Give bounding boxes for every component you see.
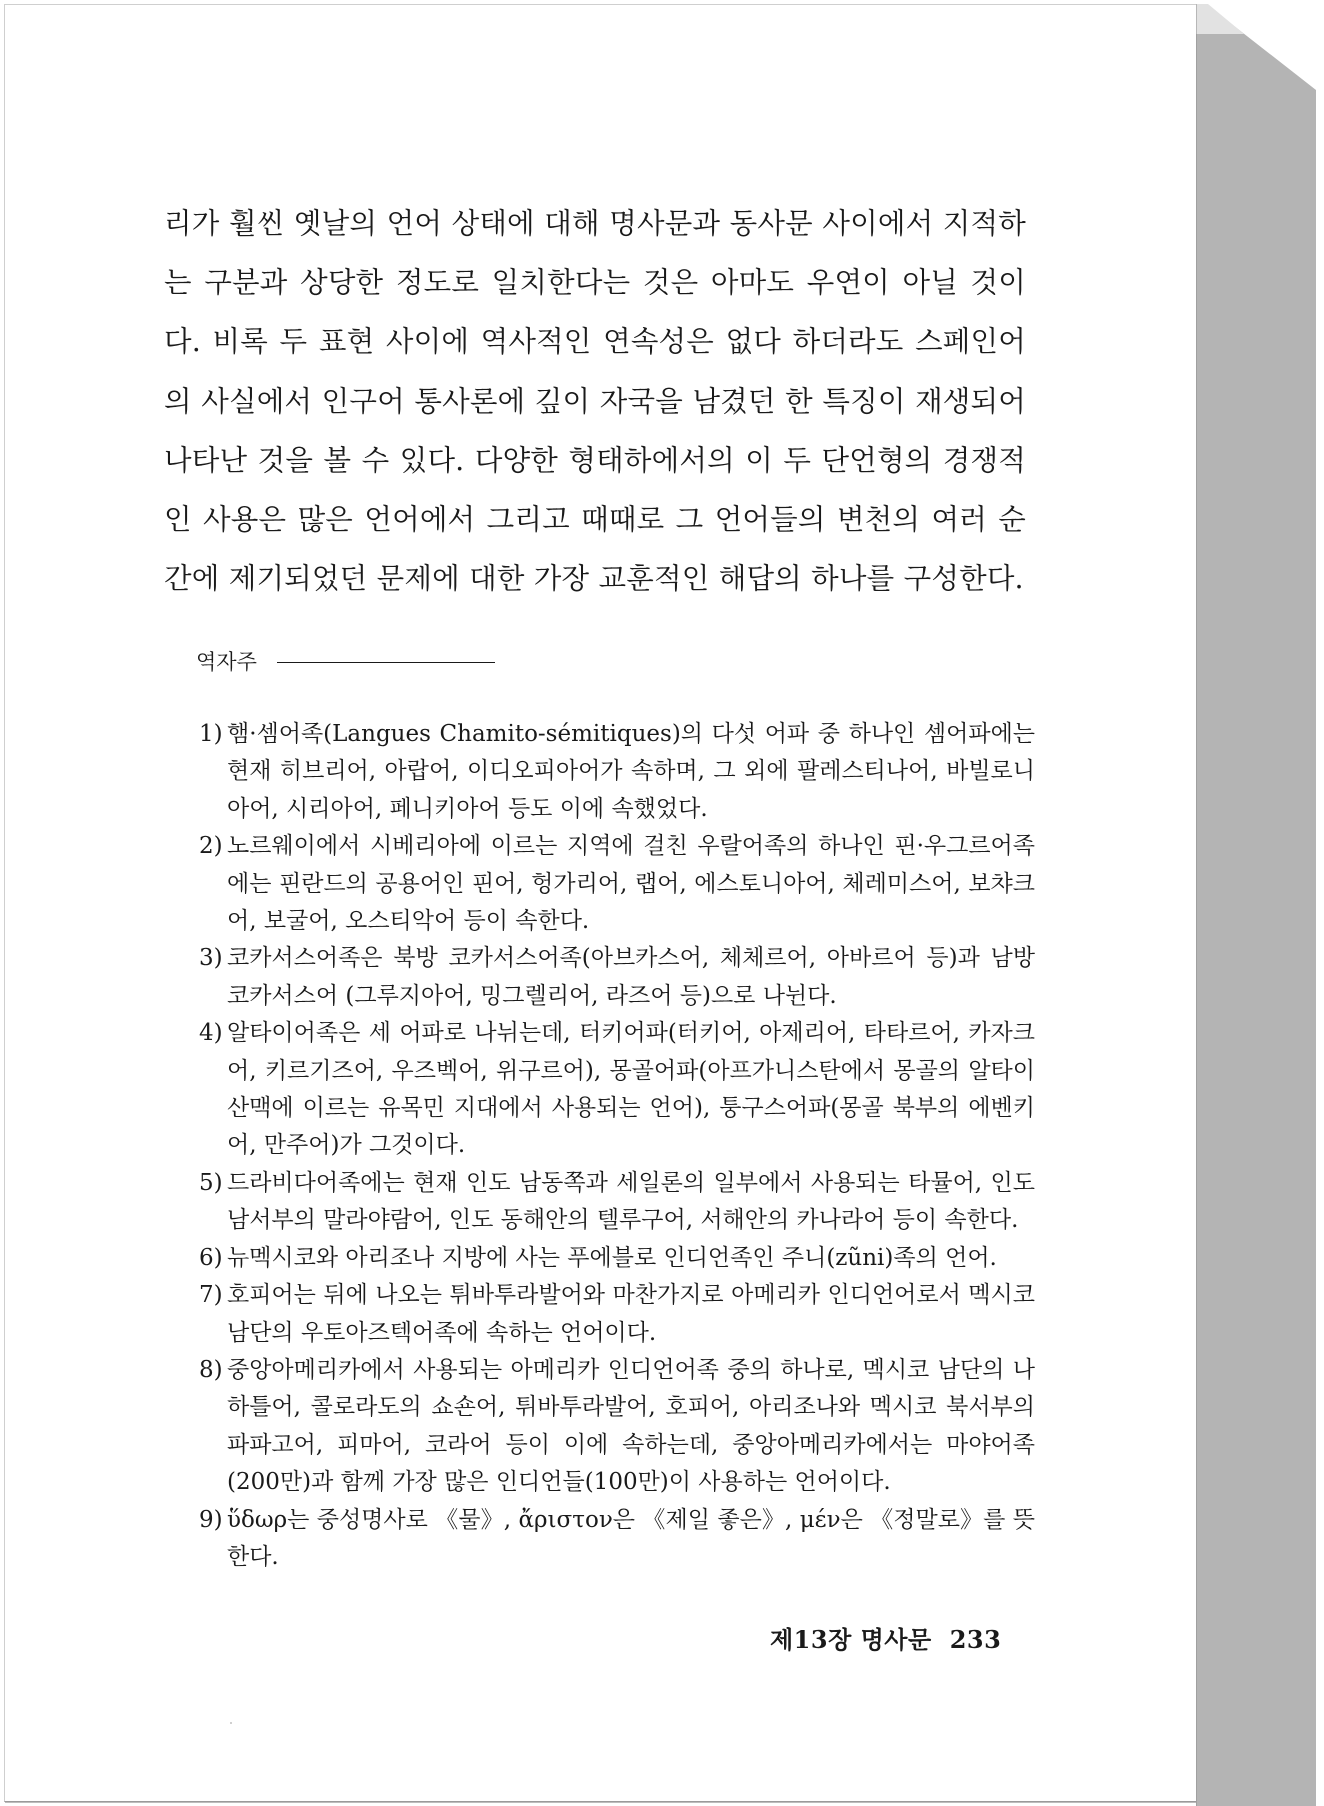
note-number: 7) — [199, 1282, 223, 1309]
note-number: 6) — [199, 1244, 223, 1271]
running-footer — [770, 1620, 1001, 1655]
note-text: ὕδωρ는 중성명사로 《물》, ἄριστον은 《제일 좋은》, μέν은 《정말로》를 뜻한다. — [227, 1506, 1035, 1570]
body-paragraph: 리가 훨씬 옛날의 언어 상태에 대해 명사문과 동사문 사이에서 지적하는 구분과 상당한 정도로 일치한다는 것은 아마도 우연이 아닐 것이다. 비록 두 표현 사이에 역사적인 연속성은 없다 하더라도 스페인어의 사실에서 인구어 통사론에 깊이 자국을 남겼던 한 특징이 재생되어 나타난 것을 볼 수 있다. 다양한 형태하에서의 이 두 단언형의 경쟁적인 사용은 많은 언어에서 그리고 때때로 그 언어들의 변천의 여러 순간에 제기되었던 문제에 대한 가장 교훈적인 해답의 하나를 구성한다. — [164, 207, 1026, 596]
note-number: 4) — [199, 1020, 223, 1047]
book-edge-shading — [1196, 0, 1316, 1806]
note-text: 코카서스어족은 북방 코카서스어족(아브카스어, 체체르어, 아바르어 등)과 남방 코카서스어 (그루지아어, 밍그렐리어, 라즈어 등)으로 나뉜다. — [227, 945, 1035, 1009]
notes-heading-rule — [277, 662, 495, 663]
notes-heading-label: 역자주 — [196, 650, 257, 674]
note-item — [199, 1277, 1035, 1352]
scan-speck — [230, 1722, 232, 1724]
note-item — [199, 1165, 1035, 1240]
note-item — [199, 1502, 1035, 1577]
translator-notes-list — [199, 716, 1035, 1576]
note-item — [199, 940, 1035, 1015]
note-text: 햄·셈어족(Langues Chamito-sémitiques)의 다섯 어파 중 하나인 셈어파에는 현재 히브리어, 아랍어, 이디오피아어가 속하며, 그 외에 팔레스티나어, 바빌로니아어, 시리아어, 페니키아어 등도 이에 속했었다. — [227, 721, 1035, 822]
note-text: 노르웨이에서 시베리아에 이르는 지역에 걸친 우랄어족의 하나인 핀·우그르어족에는 핀란드의 공용어인 핀어, 헝가리어, 랩어, 에스토니아어, 체레미스어, 보챠크어, 보굴어, 오스티악어 등이 속한다. — [227, 833, 1035, 935]
note-item — [199, 1352, 1035, 1502]
translator-notes-heading — [196, 646, 495, 676]
note-text: 뉴멕시코와 아리조나 지방에 사는 푸에블로 인디언족인 주니(zũni)족의 언어. — [227, 1244, 997, 1271]
note-number: 8) — [199, 1356, 223, 1383]
page-number: 233 — [949, 1625, 1002, 1654]
note-number: 1) — [199, 721, 223, 747]
note-item — [199, 828, 1035, 940]
note-number: 9) — [199, 1506, 223, 1533]
note-item — [199, 1015, 1035, 1165]
note-item — [199, 1240, 1035, 1277]
body-text — [164, 194, 1026, 608]
note-text: 드라비다어족에는 현재 인도 남동쪽과 세일론의 일부에서 사용되는 타뮬어, 인도 남서부의 말라야람어, 인도 동해안의 텔루구어, 서해안의 카나라어 등이 속한다. — [227, 1169, 1035, 1234]
note-text: 호피어는 뒤에 나오는 튀바투라발어와 마찬가지로 아메리카 인디언어로서 멕시코 남단의 우토아즈텍어족에 속하는 언어이다. — [227, 1282, 1035, 1346]
note-number: 3) — [199, 945, 223, 972]
chapter-title: 제13장 명사문 — [770, 1625, 932, 1654]
note-number: 2) — [199, 833, 223, 860]
note-item — [199, 716, 1035, 828]
note-text: 알타이어족은 세 어파로 나뉘는데, 터키어파(터키어, 아제리어, 타타르어, 카자크어, 키르기즈어, 우즈벡어, 위구르어), 몽골어파(아프가니스탄에서 몽골의 알타이 산맥에 이르는 유목민 지대에서 사용되는 언어), 퉁구스어파(몽골 북부의 에벤키어, 만주어)가 그것이다. — [227, 1020, 1035, 1159]
note-text: 중앙아메리카에서 사용되는 아메리카 인디언어족 중의 하나로, 멕시코 남단의 나하틀어, 콜로라도의 쇼숀어, 튀바투라발어, 호피어, 아리조나와 멕시코 북서부의 파파고어, 피마어, 코라어 등이 이에 속하는데, 중앙아메리카에서는 마야어족(200만)과 함께 가장 많은 인디언들(100만)이 사용하는 언어이다. — [227, 1356, 1035, 1496]
note-number: 5) — [199, 1169, 223, 1196]
